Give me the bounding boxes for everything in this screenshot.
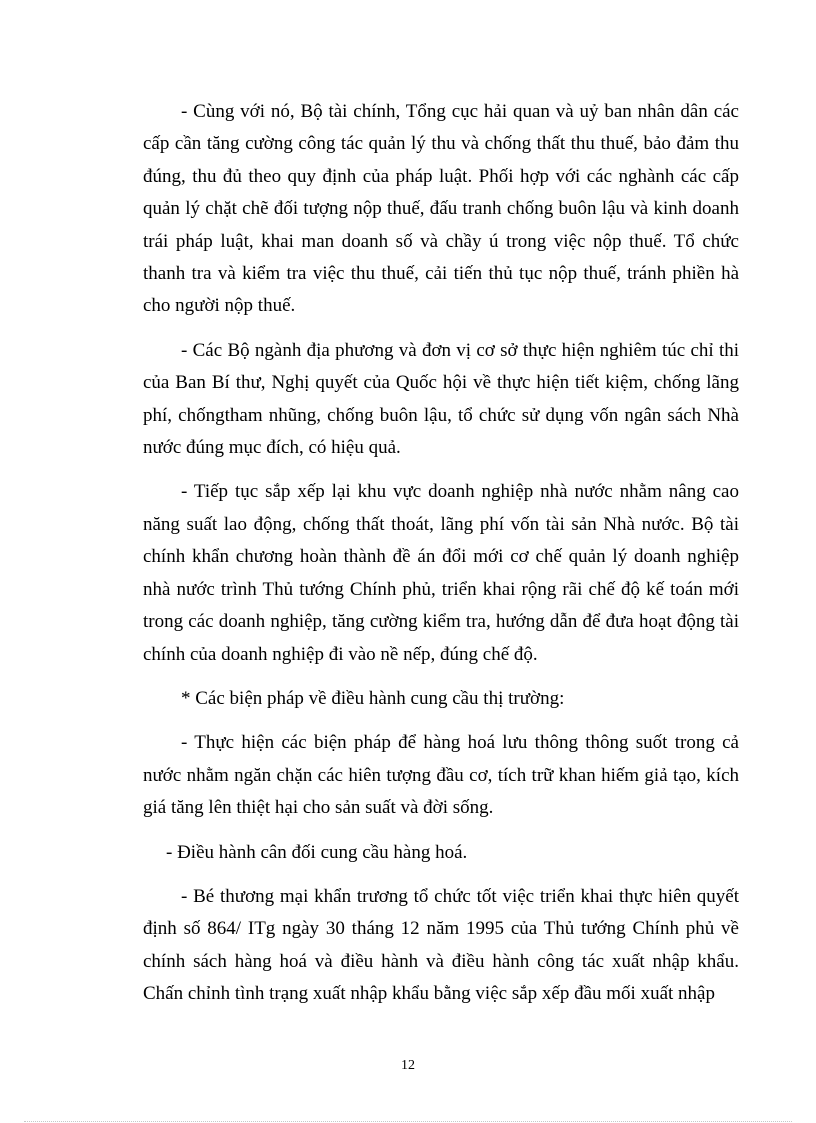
document-body	[143, 96, 739, 1023]
page-bottom-divider	[24, 1121, 792, 1122]
paragraph-goods-circulation: - Thực hiện các biện pháp để hàng hoá lưu thông thông suốt trong cả nước nhằm ngăn chặn các hiên tượng đầu cơ, tích trữ khan hiếm giả tạo, kích giá tăng lên thiệt hại cho sản suất và đời sống.	[143, 732, 739, 819]
paragraph-tax-collection: - Cùng với nó, Bộ tài chính, Tổng cục hải quan và uỷ ban nhân dân các cấp cần tăng cường công tác quản lý thu và chống thất thu thuế, bảo đảm thu đúng, thu đủ theo quy định của pháp luật. Phối hợp với các nghành các cấp quản lý chặt chẽ đối tượng nộp thuế, đấu tranh chống buôn lậu và kinh doanh trái pháp luật, khai man doanh số và chầy ú trong việc nộp thuế. Tổ chức thanh tra và kiểm tra việc thu thuế, cải tiến thủ tục nộp thuế, tránh phiền hà cho người nộp thuế.	[143, 101, 739, 317]
paragraph-thrift-anticorruption: - Các Bộ ngành địa phương và đơn vị cơ sở thực hiện nghiêm túc chỉ thi của Ban Bí thư, Nghị quyết của Quốc hội về thực hiện tiết kiệm, chống lãng phí, chốngtham nhũng, chống buôn lậu, tổ chức sử dụng vốn ngân sách Nhà nước đúng mục đích, có hiệu quả.	[143, 339, 739, 459]
paragraph-state-enterprise-reform: - Tiếp tục sắp xếp lại khu vực doanh nghiệp nhà nước nhằm nâng cao năng suất lao động, chống thất thoát, lãng phí vốn tài sản Nhà nước. Bộ tài chính khẩn chương hoàn thành đề án đổi mới cơ chế quản lý doanh nghiệp nhà nước trình Thủ tướng Chính phủ, triển khai rộng rãi chế độ kế toán mới trong các doanh nghiệp, tăng cường kiểm tra, hướng dẫn để đưa hoạt động tài chính của doanh nghiệp đi vào nề nếp, đúng chế độ.	[143, 481, 739, 665]
page-number: 12	[401, 1058, 415, 1073]
section-heading-market-measures: * Các biện pháp về điều hành cung cầu thị trường:	[181, 687, 565, 709]
paragraph-trade-ministry-decision: - Bé thương mại khẩn trương tổ chức tốt việc triển khai thực hiên quyết định số 864/ ITg ngày 30 tháng 12 năm 1995 của Thủ tướng Chính phủ về chính sách hàng hoá và điều hành và điều hành công tác xuất nhập khẩu. Chấn chỉnh tình trạng xuất nhập khẩu bằng việc sắp xếp đầu mối xuất nhập	[143, 885, 739, 1005]
paragraph-supply-demand-balance: - Điều hành cân đối cung cầu hàng hoá.	[166, 841, 468, 863]
